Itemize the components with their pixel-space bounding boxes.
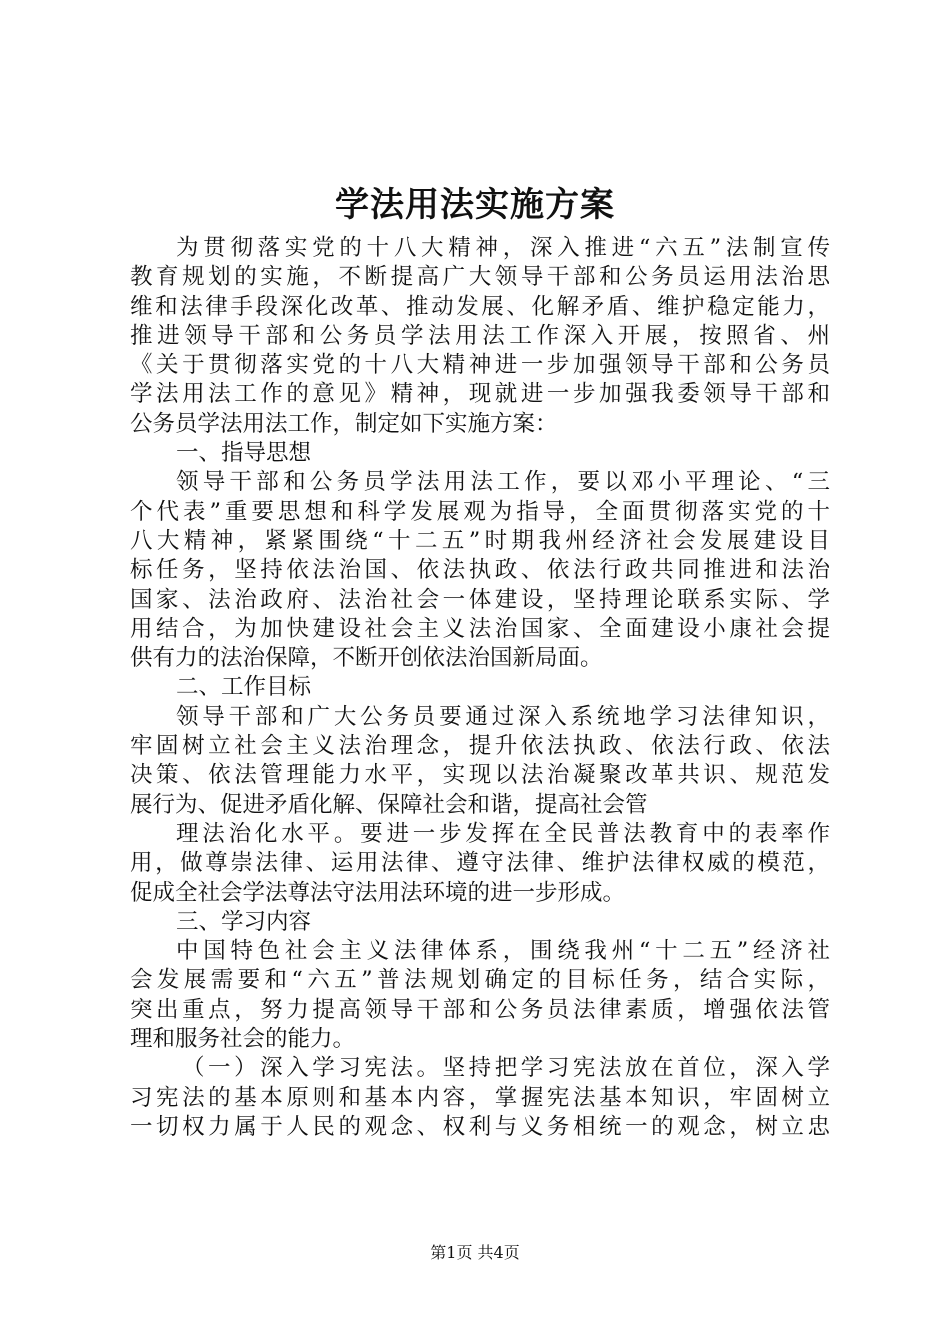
text-line: 个代表”重要思想和科学发展观为指导，全面贯彻落实党的十 (130, 498, 830, 525)
text-line: 教育规划的实施，不断提高广大领导干部和公务员运用法治思 (130, 264, 830, 291)
text-line: 牢固树立社会主义法治理念，提升依法执政、依法行政、依法 (130, 733, 830, 760)
section-heading: 一、指导思想 (176, 440, 312, 467)
text-line: 展行为、促进矛盾化解、保障社会和谐，提高社会管 (130, 791, 648, 818)
text-line: 领导干部和广大公务员要通过深入系统地学习法律知识， (176, 703, 830, 730)
text-line: 八大精神，紧紧围绕“十二五”时期我州经济社会发展建设目 (130, 527, 830, 554)
text-line: 一切权力属于人民的观念、权利与义务相统一的观念，树立忠 (130, 1113, 830, 1140)
text-line: 推进领导干部和公务员学法用法工作深入开展，按照省、州 (130, 322, 830, 349)
text-line: 突出重点，努力提高领导干部和公务员法律素质，增强依法管 (130, 996, 830, 1023)
text-line: 习宪法的基本原则和基本内容，掌握宪法基本知识，牢固树立 (130, 1084, 830, 1111)
section-heading: 二、工作目标 (176, 674, 312, 701)
text-line: 为贯彻落实党的十八大精神，深入推进“六五”法制宣传 (176, 235, 830, 261)
document-body (130, 234, 830, 1142)
text-line: 理法治化水平。要进一步发挥在全民普法教育中的表率作 (176, 820, 830, 847)
text-line: 用，做尊崇法律、运用法律、遵守法律、维护法律权威的模范， (130, 850, 830, 877)
text-line: 会发展需要和“六五”普法规划确定的目标任务，结合实际， (130, 967, 830, 994)
document-title: 学法用法实施方案 (335, 185, 615, 225)
text-line: 用结合，为加快建设社会主义法治国家、全面建设小康社会提 (130, 615, 830, 642)
text-line: 促成全社会学法尊法守法用法环境的进一步形成。 (130, 879, 626, 906)
text-line: 领导干部和公务员学法用法工作，要以邓小平理论、“三 (176, 469, 830, 496)
page-footer: 第1页 共4页 (430, 1243, 520, 1262)
section-heading: 三、学习内容 (176, 908, 312, 935)
text-line: 决策、依法管理能力水平，实现以法治凝聚改革共识、规范发 (130, 762, 830, 789)
text-line: 维和法律手段深化改革、推动发展、化解矛盾、维护稳定能力， (130, 293, 830, 320)
text-line: 标任务，坚持依法治国、依法执政、依法行政共同推进和法治 (130, 557, 830, 584)
text-line: 中国特色社会主义法律体系，围绕我州“十二五”经济社 (176, 938, 830, 965)
text-line: 《关于贯彻落实党的十八大精神进一步加强领导干部和公务员 (130, 352, 830, 379)
text-line: 国家、法治政府、法治社会一体建设，坚持理论联系实际、学 (130, 586, 830, 613)
text-line: 理和服务社会的能力。 (130, 1026, 356, 1053)
text-line: （一）深入学习宪法。坚持把学习宪法放在首位，深入学 (182, 1055, 830, 1082)
text-line: 公务员学法用法工作，制定如下实施方案： (130, 410, 558, 437)
text-line: 学法用法工作的意见》精神，现就进一步加强我委领导干部和 (130, 381, 830, 408)
text-line: 供有力的法治保障，不断开创依法治国新局面。 (130, 645, 603, 672)
